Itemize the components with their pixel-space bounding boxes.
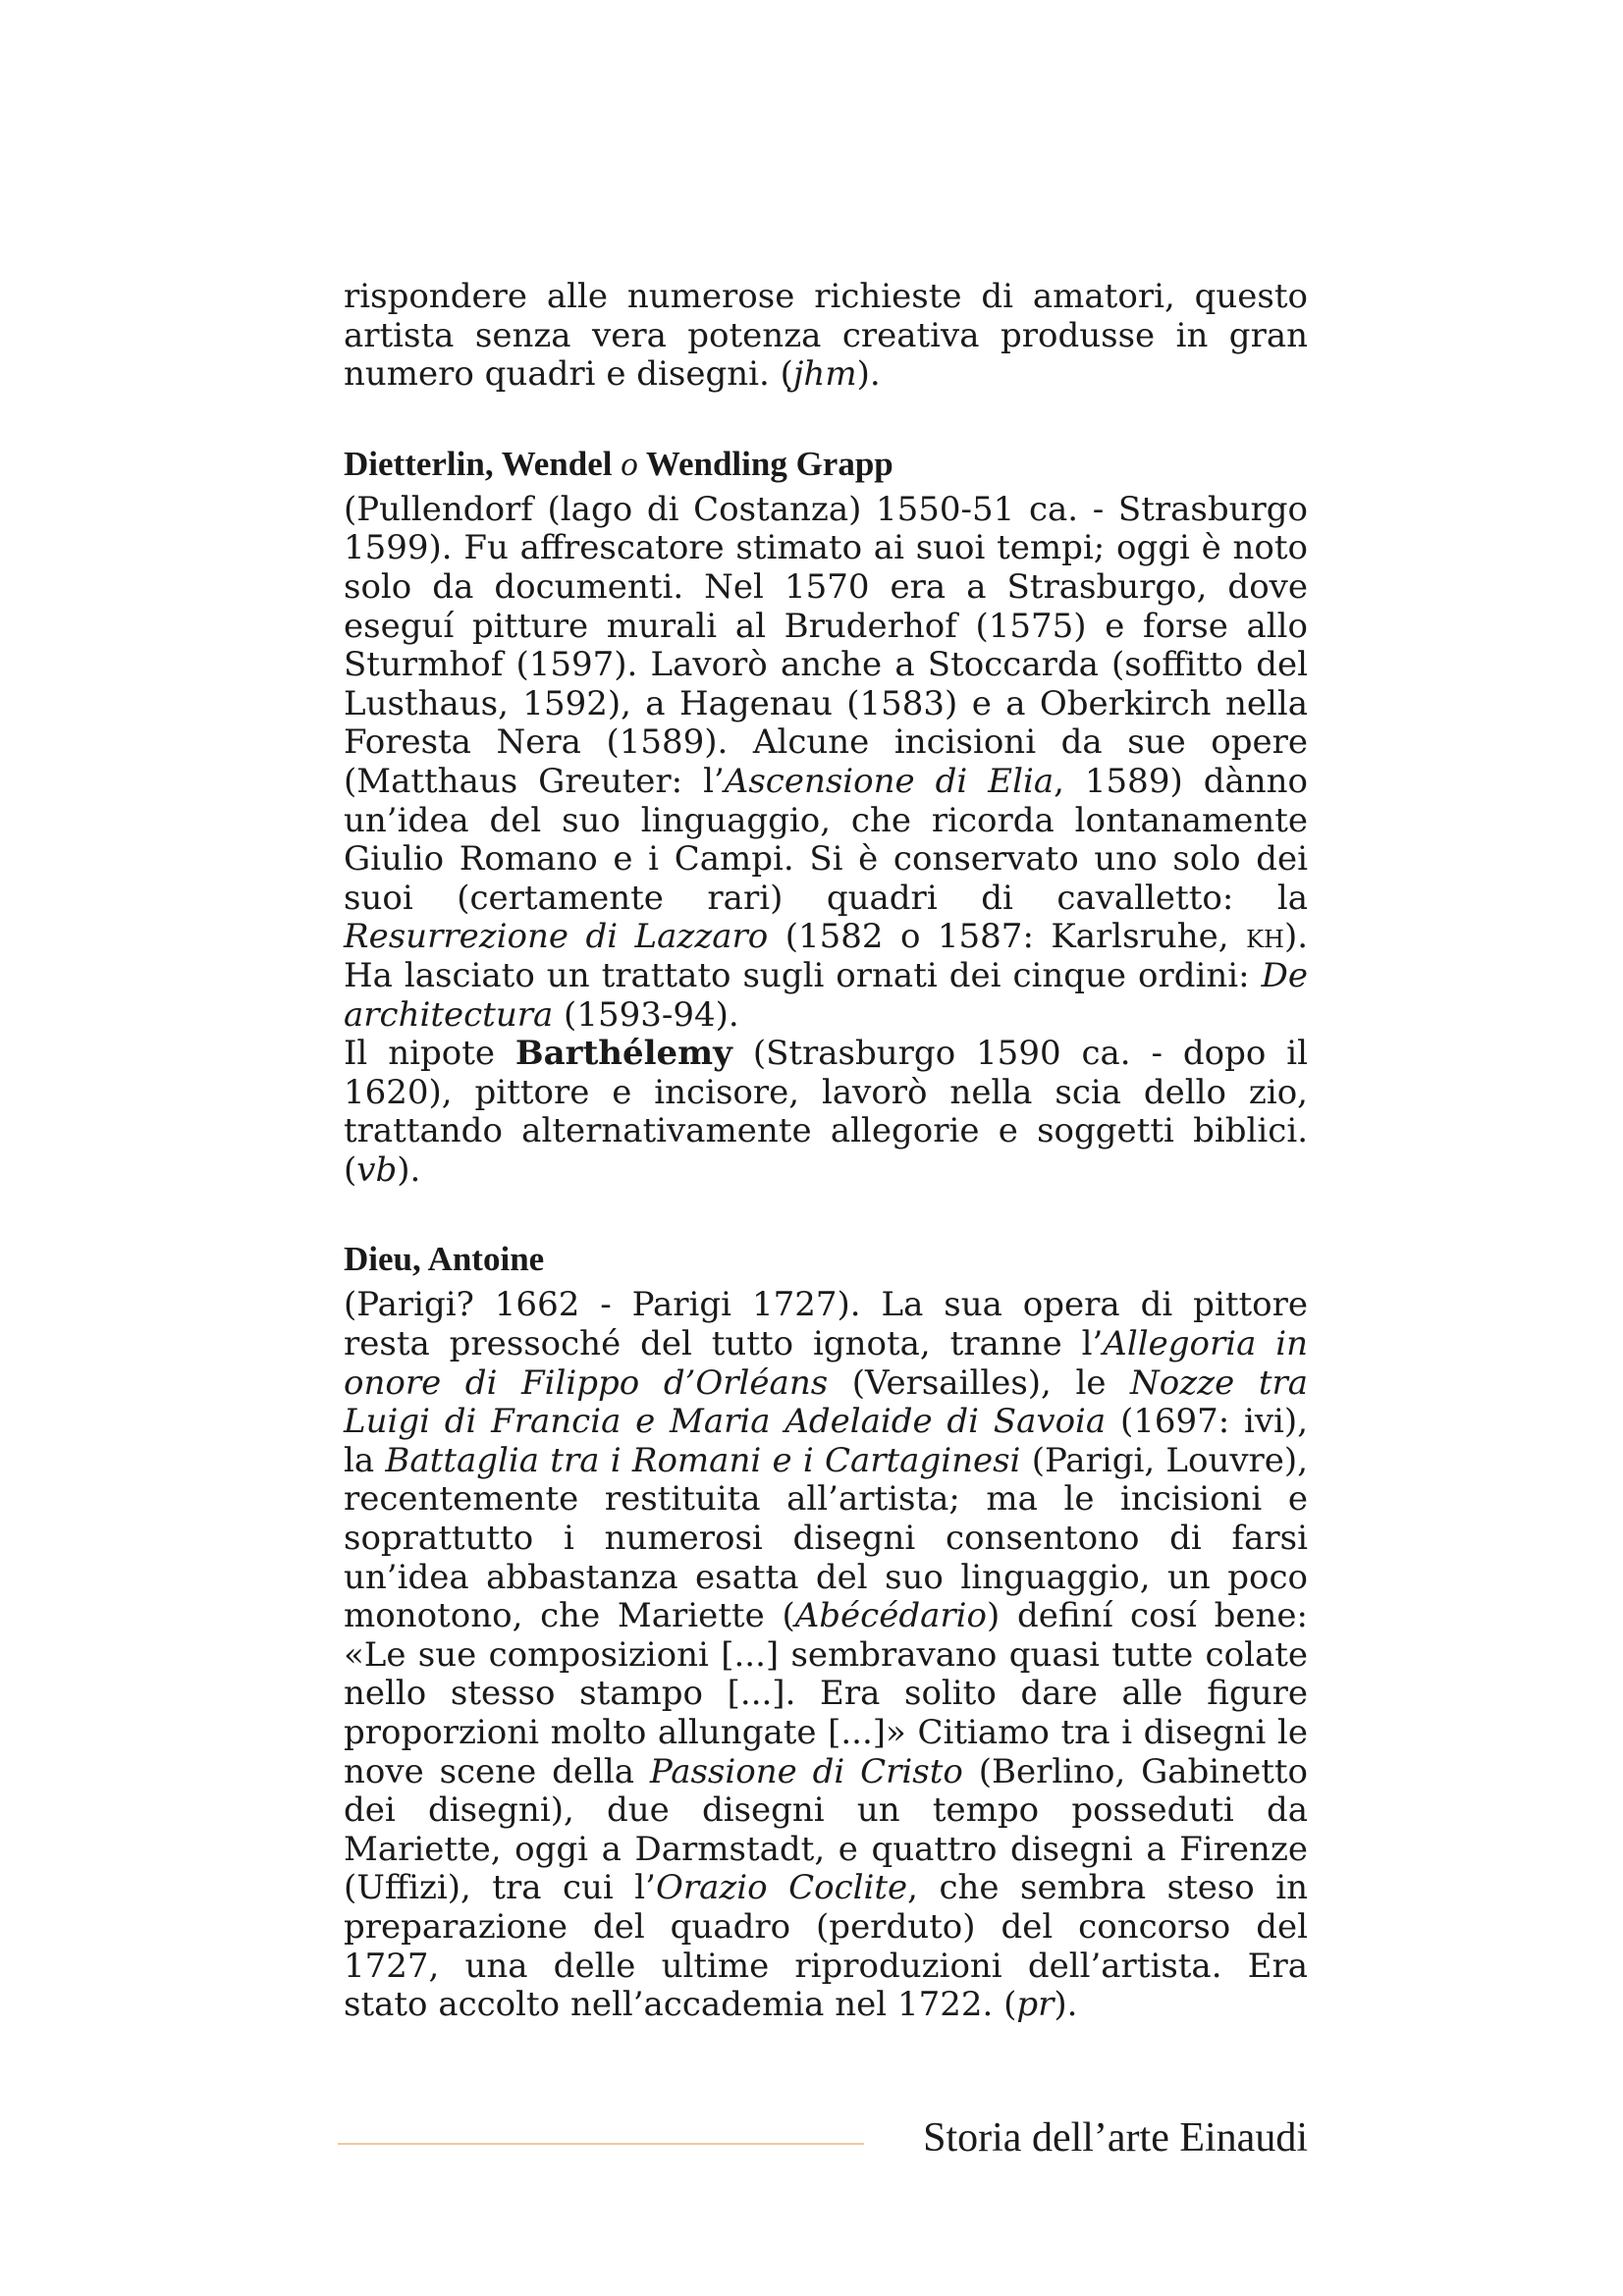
entry-dieu xyxy=(344,1239,1308,2024)
page-body xyxy=(344,278,1308,2025)
work-title: Resurrezione di Lazzaro xyxy=(344,917,769,957)
work-title: Battaglia tra i Romani e i Cartaginesi xyxy=(385,1440,1021,1480)
person-name: Barthélemy xyxy=(514,1034,732,1074)
entry-body: (Pullendorf (lago di Costanza) 1550-51 ca. - Strasburgo 1599). Fu affrescatore stimato ai suoi tempi; oggi è noto solo da documenti. Nel 1570 era a Strasburgo, dove eseguí pitture murali al Bruderhof (1575) e forse allo Sturmhof (1597). Lavorò anche a Stoccarda (soffitto del Lusthaus, 1592), a Hagenau (1583) e a Oberkirch nella Foresta Nera (1589). Alcune incisioni da sue opere (Matthaus Greuter: l’Ascensione di Elia, 1589) dànno un’idea del suo linguaggio, che ricorda lontanamente Giulio Romano e i Campi. Si è conservato uno solo dei suoi (certamente rari) quadri di cavalletto: la Resurrezione di Lazzaro (1582 o 1587: Karlsruhe, kh). Ha lasciato un trattato sugli ornati dei cinque ordini: De architectura (1593-94). xyxy=(344,489,1309,1035)
work-title: Allegoria in onore di Filippo d’Orléans xyxy=(344,1324,1308,1403)
entry-body: Il nipote Barthélemy (Strasburgo 1590 ca. - dopo il 1620), pittore e incisore, lavorò nella scia dello zio, trattando alternativamente allegorie e soggetti biblici. (vb). xyxy=(344,1034,1308,1190)
intro-paragraph: rispondere alle numerose richieste di amatori, questo artista senza vera potenza creativa produsse in gran numero quadri e disegni. (jhm). xyxy=(344,277,1308,395)
entry-dietterlin xyxy=(344,444,1308,1191)
work-title: Nozze tra Luigi di Francia e Maria Adelaide di Savoia xyxy=(344,1362,1309,1442)
footer-rule xyxy=(338,2143,864,2145)
work-title: Orazio Coclite xyxy=(655,1868,908,1908)
work-title: Passione di Cristo xyxy=(649,1751,963,1791)
author-initials: jhm xyxy=(792,354,857,395)
work-title: De architectura xyxy=(344,955,1308,1035)
entry-heading: Dieu, Antoine xyxy=(344,1240,545,1279)
entry-heading: Dietterlin, Wendel o Wendling Grapp xyxy=(344,444,893,483)
author-initials: vb xyxy=(356,1149,398,1190)
work-title: Abécédario xyxy=(794,1596,987,1636)
page-footer xyxy=(338,2110,1308,2169)
publisher-name: Storia dell’arte Einaudi xyxy=(923,2115,1308,2161)
author-initials: pr xyxy=(1016,1985,1055,2025)
museum-abbreviation: kh xyxy=(1246,917,1284,957)
entry-body: (Parigi? 1662 - Parigi 1727). La sua opera di pittore resta pressoché del tutto ignota, tranne l’Allegoria in onore di Filippo d’Orléans (Versailles), le Nozze tra Luigi di Francia e Maria Adelaide di Savoia (1697: ivi), la Battaglia tra i Romani e i Cartaginesi (Parigi, Louvre), recentemente restituita all’artista; ma le incisioni e soprattutto i numerosi disegni consentono di farsi un’idea abbastanza esatta del suo linguaggio, un poco monotono, che Mariette (Abécédario) definí cosí bene: «Le sue composizioni [...] sembravano quasi tutte colate nello stesso stampo [...]. Era solito dare alle figure proporzioni molto allungate [...]» Citiamo tra i disegni le nove scene della Passione di Cristo (Berlino, Gabinetto dei disegni), due disegni un tempo posseduti da Mariette, oggi a Darmstadt, e quattro disegni a Firenze (Uffizi), tra cui l’Orazio Coclite, che sembra steso in preparazione del quadro (perduto) del concorso del 1727, una delle ultime riproduzioni dell’artista. Era stato accolto nell’accademia nel 1722. (pr). xyxy=(344,1285,1309,2025)
work-title: Ascensione di Elia xyxy=(724,761,1055,801)
